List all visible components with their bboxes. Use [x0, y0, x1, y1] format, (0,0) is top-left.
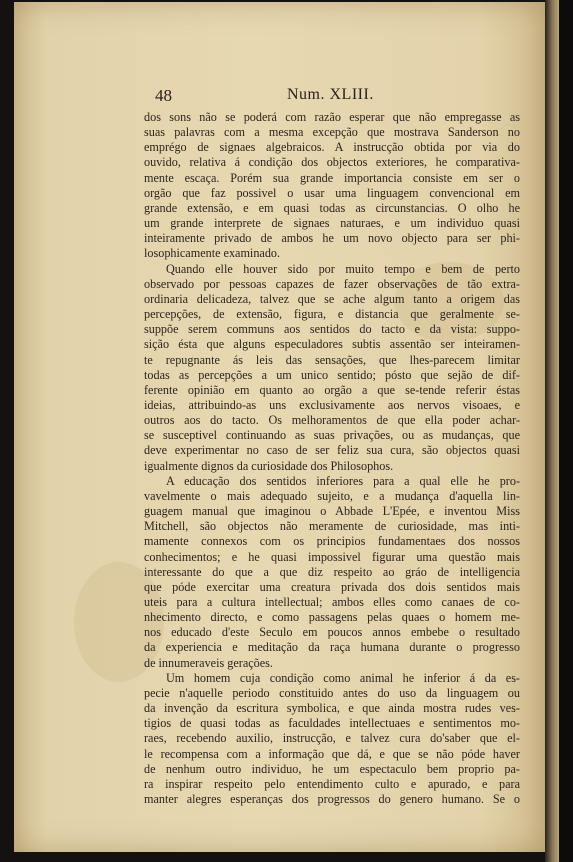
- text-line: grande extensão, e em quasi todas as circunstancias. O olho he: [144, 200, 520, 215]
- text-line: emprégo de signaes algebraicos. A instrucção obtida por via do: [144, 140, 520, 155]
- running-title: Num. XLIII.: [287, 86, 374, 103]
- text-line: Quando elle houver sido por muito tempo e bem de perto: [166, 261, 520, 276]
- page-number: 48: [155, 86, 172, 105]
- text-line: de nenhum outro individuo, he um espectaculo bem proprio pa-: [144, 761, 520, 776]
- facing-page-edge: [545, 0, 559, 862]
- text-line: nhecimento directo, e como passagens pelas quaes o homem me-: [144, 610, 520, 625]
- text-line: Mitchell, são objectos não meramente de curiosidade, mas inti-: [144, 519, 520, 534]
- text-line: pecie n'aquelle periodo constituido antes do uso da linguagem ou: [144, 685, 520, 700]
- paragraph-3: [144, 474, 520, 671]
- text-line: vavelmente o mais adequado sujeito, e a mudança d'aquella lin-: [144, 488, 520, 503]
- text-line: nos educado d'este Seculo em poucos annos embebe o resultado: [144, 625, 520, 640]
- text-line: deve experimentar no caso de ser feliz sua cura, são objectos quasi: [144, 443, 520, 458]
- text-line: outros aos do tacto. Os melhoramentos de que ella poder achar-: [144, 413, 520, 428]
- text-line: ferente opinião em quanto ao orgão a que se-tende referir éstas: [144, 382, 520, 397]
- text-line: se susceptivel continuando as suas privações, ou as mudanças, que: [144, 428, 520, 443]
- text-line: interessante do que a que diz respeito ao gráo de intelligencia: [144, 564, 520, 579]
- text-line: le recompensa com a informação que dá, e que se não póde haver: [144, 746, 520, 761]
- body-text: [144, 110, 520, 807]
- text-line: um grande interprete de signaes naturaes, e um individuo quasi: [144, 216, 520, 231]
- text-line: manter alegres esperanças dos progressos do genero humano. Se o: [144, 792, 520, 807]
- text-line: losophicamente examinado.: [144, 246, 281, 261]
- text-line: guagem manual que imaginou o Abbade L'Epée, e inventou Miss: [144, 504, 520, 519]
- text-line: suas palavras com a mesma excepção que mostrava Sanderson no: [144, 125, 520, 140]
- text-line: mente escaça. Porém sua grande importancia consiste em ser o: [144, 170, 520, 185]
- text-line: da invenção da escritura symbolica, e que ainda mostra rudes ves-: [144, 701, 520, 716]
- text-line: uteis para a cultura intellectual; ambos elles como canaes de co-: [144, 595, 520, 609]
- text-line: Um homem cuja condição como animal he inferior á da es-: [166, 670, 520, 685]
- text-line: de innumeraveis gerações.: [144, 655, 273, 670]
- page-header: [155, 86, 395, 106]
- text-line: suppõe serem communs aos sentidos do tacto e da vista: suppo-: [144, 322, 520, 337]
- text-line: tigios de quasi todas as faculdades intellectuaes e sentimentos mo-: [144, 716, 520, 731]
- text-line: mamente connexos com os principios fundamentaes dos nossos: [144, 534, 520, 549]
- text-line: percepções, de extensão, figura, e distancia que geralmente se-: [144, 307, 520, 322]
- text-line: A educação dos sentidos inferiores para a qual elle he pro-: [166, 473, 520, 488]
- text-line: ra inspirar respeito pelo entendimento culto e apurado, e para: [144, 776, 520, 791]
- text-line: igualmente dignos da curiosidade dos Philosophos.: [144, 458, 394, 473]
- book-spine: [559, 0, 573, 862]
- text-line: te repugnante ás leis das sensações, que lhes-parecem limitar: [144, 352, 520, 367]
- text-line: sição ésta que alguns especuladores subtis assentão ser inteiramen-: [144, 337, 520, 352]
- text-line: que póde exercitar uma creatura privada dos dois sentidos mais: [144, 579, 520, 594]
- text-line: observado por pessoas capazes de fazer observações de tão extra-: [144, 276, 520, 291]
- paragraph-4: [144, 671, 520, 807]
- text-line: todas as percepções a um unico sentido; pósto que sejão de dif-: [144, 367, 520, 382]
- text-line: inteiramente privado de ambos he um novo objecto para ser phi-: [144, 231, 520, 246]
- paragraph-1: [144, 110, 520, 262]
- text-line: dos sons não se poderá com razão esperar que não empregasse as: [144, 110, 520, 124]
- text-line: ordinaria delicadeza, talvez que se ache algum tanto a origem das: [144, 291, 520, 306]
- text-line: ouvido, relativa á condição dos objectos exteriores, he comparativa-: [144, 155, 520, 170]
- text-line: conhecimentos; e he quasi impossivel figurar uma questão mais: [144, 549, 520, 564]
- text-line: da experiencia e meditação da raça humana durante o progresso: [144, 640, 520, 655]
- text-line: ideias, attribuindo-as uns exclusivamente aos nervos visoaes, e: [144, 397, 520, 412]
- text-line: raes, recebendo auxilio, instrucção, e talvez cura do'saber que el-: [144, 731, 520, 746]
- paragraph-2: [144, 262, 520, 474]
- text-line: orgão que faz possivel o usar uma linguagem convencional em: [144, 185, 520, 200]
